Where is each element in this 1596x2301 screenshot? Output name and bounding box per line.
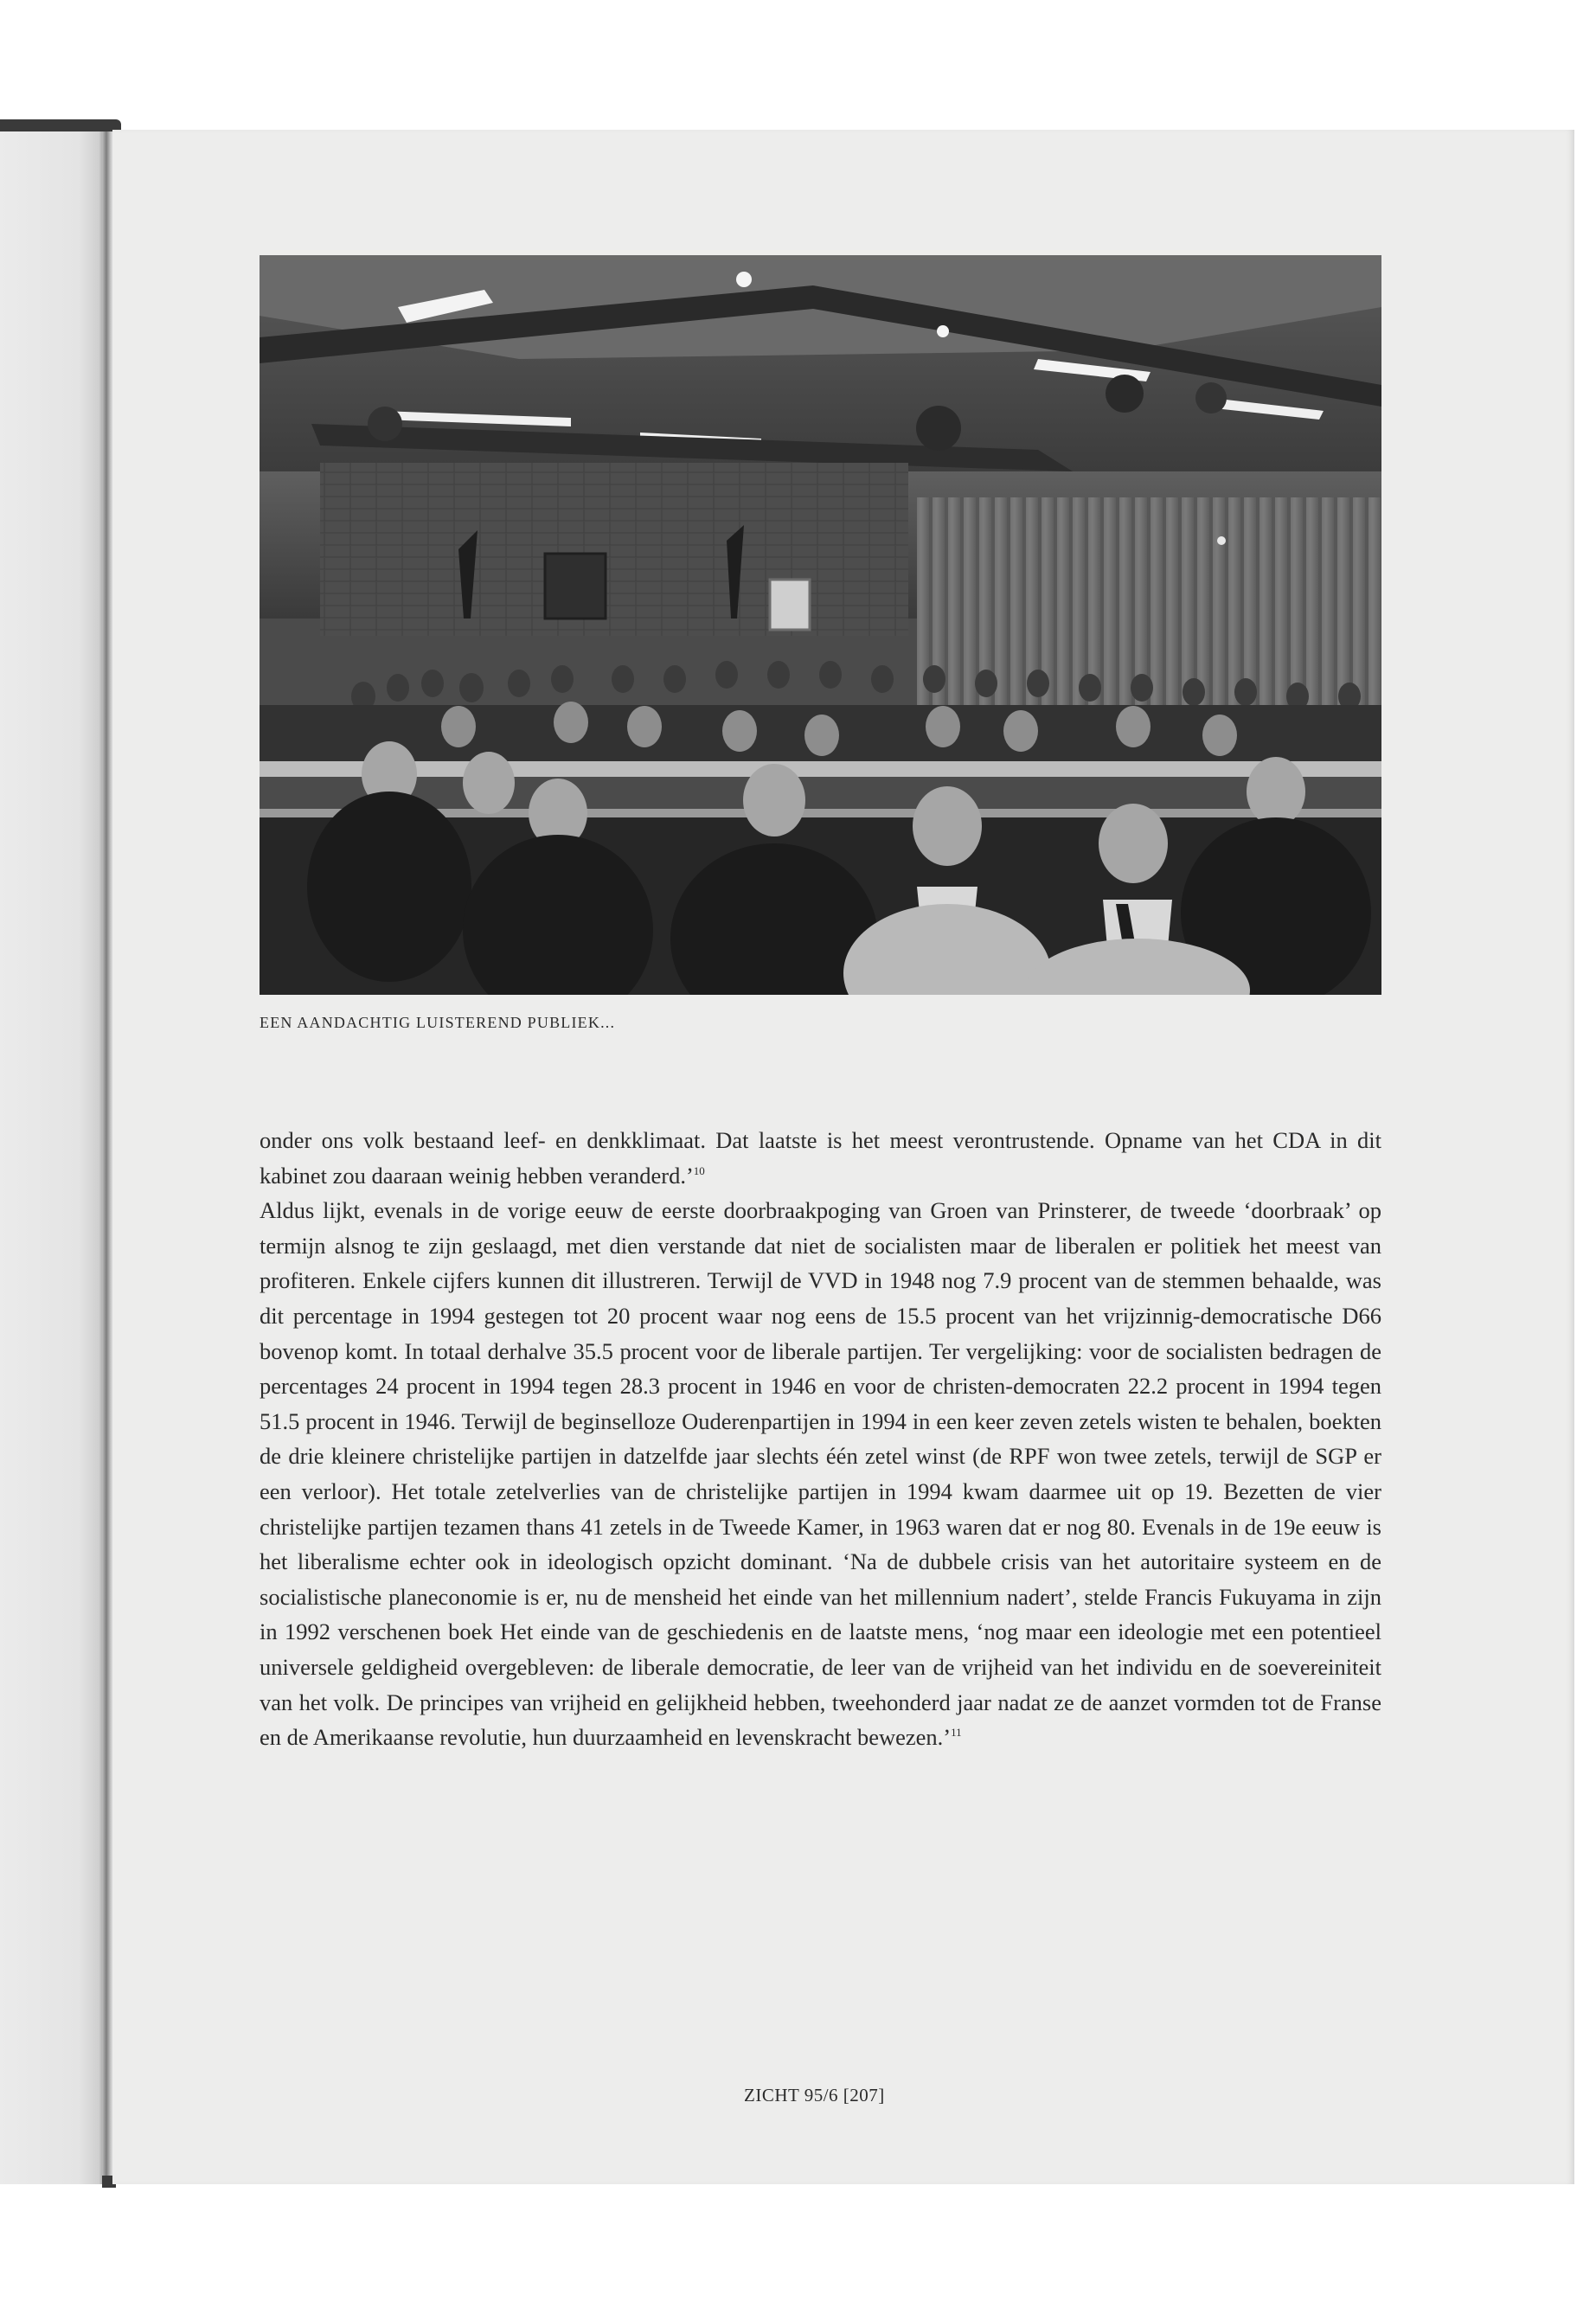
paragraph-1 <box>260 1123 1381 1193</box>
book-page <box>112 130 1574 2184</box>
paragraph-2 <box>260 1193 1381 1755</box>
spine-top-mark <box>0 119 121 131</box>
paragraph-2-text: Aldus lijkt, evenals in de vorige eeuw de eerste doorbraakpoging van Groen van Prinsterer, de tweede ‘doorbraak’ op termijn alsnog te zijn geslaagd, met dien verstande dat niet de socialisten maar de liberalen er politiek het meest van profiteren. Enkele cijfers kunnen dit illustreren. Terwijl de VVD in 1948 nog 7.9 procent van de stemmen behaalde, was dit percentage in 1994 gestegen tot 20 procent waar nog eens de 15.5 procent van het vrijzinnig-democratische D66 bovenop komt. In totaal derhalve 35.5 procent voor de liberale partijen. Ter vergelijking: voor de socialisten bedragen de percentages 24 procent in 1994 tegen 28.3 procent in 1946 en voor de christen-democraten 22.2 procent in 1994 tegen 51.5 procent in 1946. Terwijl de beginselloze Ouderenpartijen in 1994 in een keer zeven zetels wisten te behalen, boekten de drie kleinere christelijke partijen in datzelfde jaar slechts één zetel winst (de RPF won twee zetels, terwijl de SGP er een verloor). Het totale zetelverlies van de christelijke partijen in 1994 kwam daarmee uit op 19. Bezetten de vier christelijke partijen tezamen thans 41 zetels in de Tweede Kamer, in 1963 waren dat er nog 80. Evenals in de 19e eeuw is het liberalisme echter ook in ideologisch opzicht dominant. ‘Na de dubbele crisis van het autoritaire systeem en de socialistische planeconomie is er, nu de mensheid het einde van het millennium nadert’, stelde Francis Fukuyama in zijn in 1992 verschenen boek Het einde van de geschiedenis en de laatste mens, ‘nog maar een ideologie met een potentieel universele geldigheid overgebleven: de liberale democratie, de leer van de vrijheid van het individu en de soevereiniteit van het volk. De principes van vrijheid en gelijkheid hebben, tweehonderd jaar nadat ze de aanzet vormden tot de Franse en de Amerikaanse revolutie, hun duurzaamheid en levenskracht bewezen.’ <box>260 1197 1381 1751</box>
paragraph-1-text: onder ons volk bestaand leef- en denkklimaat. Dat laatste is het meest verontrustende. Opname van het CDA in dit kabinet zou daaraan weinig hebben veranderd.’ <box>260 1127 1381 1189</box>
book-spine <box>0 130 112 2184</box>
spine-edge <box>102 130 111 2184</box>
body-text <box>260 1123 1381 1755</box>
audience-photo <box>260 255 1381 995</box>
photo-caption: EEN AANDACHTIG LUISTEREND PUBLIEK... <box>260 1014 616 1031</box>
footnote-ref-11: 11 <box>951 1726 962 1740</box>
footnote-ref-10: 10 <box>693 1163 705 1177</box>
running-foot: ZICHT 95/6 [207] <box>744 2085 885 2106</box>
